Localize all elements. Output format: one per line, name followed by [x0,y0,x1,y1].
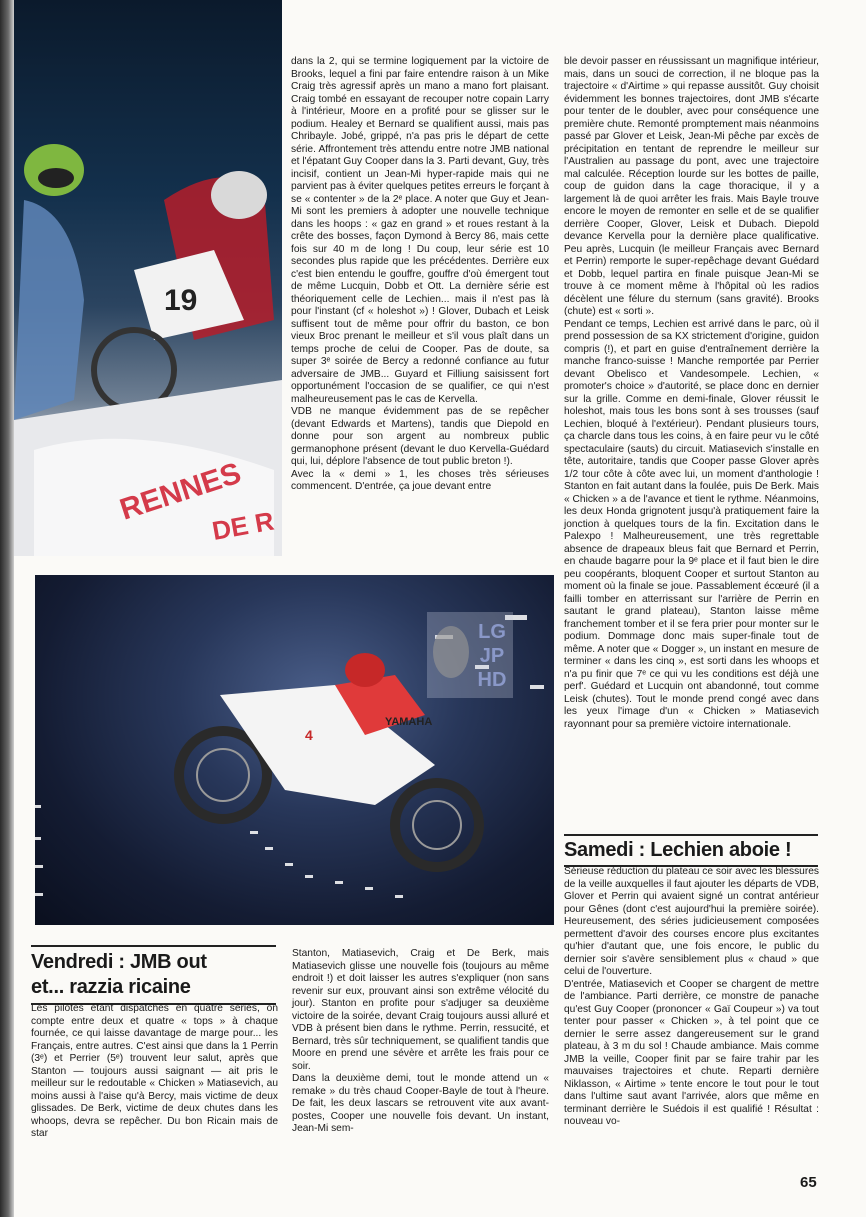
logo-line-1: LG [478,621,506,643]
column-b-paragraph-2: Pendant ce temps, Lechien est arrivé dans le parc, où il prend possession de sa KX strictement d'origine, guidon compris (!), et part en guise d'entraînement derrière la manche franco-suisse ! Manche remportée par Perrier devant Obelisco et Vandesompele. Lechien, « promoter's choice » d'autorité, se place donc en dernier sur la grille. Comme en demi-finale, Glover réussit le holeshot, mais tous les bons sont à ses trousses (sauf Lechien, bloqué à l'extérieur). Pendant plusieurs tours, ça charcle dans tous les coins, à en faire peur vu le côté spectaculaire (sauts) du circuit. Matiasevich s'installe en tête, autoritaire, tandis que Cooper passe Glover après 1/2 tour côte à côte avec lui, un moment d'anthologie ! Stanton en fait autant dans la foulée, puis De Berk. Mais « Chicken » a de l'avance et tient le rythme. Néanmoins, les deux Honda grignotent jusqu'à pratiquement faire la jonction à quelques tours de la fin. Excitation dans le Palexpo ! Malheureusement, une très regrettable absence de drapeaux bleus fait que Bernard et Perrin, en chaude bagarre pour la 9ᵉ place et il faut bien le dire peu coopérants, bloquent Cooper et surtout Stanton au moment où la finale se joue. Passablement écœuré (il a failli tomber en atterrissant sur l'arrière de Perrin en sautant le grand plateau), Stanton laisse même franchement tomber et il se fera prier pour monter sur le podium. Dommage donc mais super-finale tout de même. A noter que « Dogger », un instant en mesure de terminer « dans les cinq », est sorti dans les whoops et n'a pu finir que 7ᵉ ce qui vu les conditions est déjà une perf'. Guédard et Lucquin ont abandonné, tout comme Leisk (chutes). Tout le monde prend congé avec dans les yeux l'image d'un « Chicken » Matiasevich rayonnant pour sa première victoire internationale. [564,318,819,730]
banner-text-rennes: RENNES [115,456,246,527]
article-column-a [291,56,549,494]
photo-riders-top [14,0,282,556]
bike-number-4: 4 [305,727,313,743]
logo-line-2: JP [479,645,505,667]
article-column-d [31,1003,278,1141]
article-column-b [564,56,819,731]
section-heading-vendredi [31,945,276,1005]
bike-brand: YAMAHA [385,716,433,728]
article-column-e [292,948,549,1136]
column-a-paragraph-2: VDB ne manque évidemment pas de se repêcher (devant Edwards et Martens), tandis que Diepold en donne pour son argent au nombreux public germanophone présent (devant le duo Kervella-Guédard qui, lui, déplore l'absence de tout public breton !). [291,406,549,467]
page-spine [0,0,14,1217]
column-e-paragraph-2: Dans la deuxième demi, tout le monde attend un « remake » du très chaud Cooper-Bayle de tout à l'heure. De fait, les deux lascars se retrouvent vite aux avant-postes, Cooper une nouvelle fois devant. Un instant, Jean-Mi sem- [292,1073,549,1134]
column-c-paragraph-1: Sérieuse réduction du plateau ce soir avec les blessures de la veille auxquelles il faut ajouter les départs de VDB, Glover et Perrin qui avaient signé un contrat antérieur pour Gênes (dont c'est aujourd'hui la première soirée). Heureusement, des séries judicieusement composées permettent d'avoir des courses encore plus excitantes qu'hier d'autant que, une fois encore, le public du dernier soir s'avère sensiblement plus « chaud » que celui de l'ouverture. [564,866,819,977]
banner-text-de-r: DE R [209,505,277,546]
column-e-paragraph-1: Stanton, Matiasevich, Craig et De Berk, mais Matiasevich glisse une nouvelle fois (toujours au même endroit !) et doit laisser les autres s'expliquer (non sans revenir sur eux, prouvant ainsi son extrême vélocité du jour). Stanton en profite pour s'adjuger sa deuxième victoire de la soirée, devant Craig toujours aussi alluré et VDB à présent bien dans le rythme. Perrin, ressucité, et Bernard, très sûr techniquement, se qualifient tandis que Moore en prend une sévère et arrête les frais pour ce soir. [292,948,549,1072]
article-column-c [564,866,819,1129]
column-b-paragraph-1: ble devoir passer en réussissant un magnifique intérieur, mais, dans un souci de correction, il ne bloque pas la trajectoire « d'Airtime » qui repasse aussitôt. Guy choisit évidemment les bonnes trajectoires, dont JMB s'écarte pour tenter de le doubler, avec pour conséquence une première chute. Remonté promptement mais néanmoins passé par Glover et Leisk, Jean-Mi pêche par excès de précipitation en tentant de reprendre le meilleur sur l'Australien au passage du pont, avec une trajectoire mal calculée. Réception lourde sur les bottes de paille, coup de guidon dans la cage thoracique, il y a largement là de quoi arrêter les frais. Mais Bayle trouve encore le moyen de remonter en selle et de se qualifier derrière Cooper, Glover, Leisk et Dubach. Diepold devance Kervella pour la dernière place qualificative. Peu après, Lucquin (le meilleur Français avec Bernard et Perrin) remporte le super-repêchage devant Guédard et Dobb, lequel partira en finale puisque Jean-Mi se trouve à ce moment même à l'hôpital où les radios décèlent une félure du sternum (sans gravité). Brooks (chute) est « sorti ». [564,56,819,317]
watermark-logo-text [470,620,514,692]
rider-number-19: 19 [164,284,198,317]
page-number: 65 [800,1174,817,1191]
column-d-paragraph-1: Les pilotes étant dispatchés en quatre séries, on compte entre deux et quatre « tops » à chaque fournée, ce qui laisse davantage de marge pour... les Français, entre autres. C'est ainsi que dans la 1 Perrin (3ᵉ) et Perrier (5ᵉ) trouvent leur salut, après que Stanton — toujours aussi saignant — ait pris le meilleur sur le redoutable « Chicken » Matiasevich, au moins aussi à l'aise qu'à Bercy, mais victime de deux glissades. De Berk, victime de deux chutes dans les whoops, devra se repêcher. Du bon Ricain mais de star [31,1003,278,1139]
heading-vendredi-line-1: Vendredi : JMB out [31,951,207,973]
section-heading-samedi: Samedi : Lechien aboie ! [564,834,818,867]
column-a-paragraph-1: dans la 2, qui se termine logiquement par la victoire de Brooks, lequel a fini par faire entendre raison à un Mike Craig très agressif après un mano a mano fort plaisant. Craig tombé en essayant de recouper notre copain Larry à l'intérieur, Moore en a profité pour se glisser sur le podium. Healey et Bernard se qualifient aussi, mais pas Chribayle. Jobé, grippé, n'a pas pris le départ de cette série. Affrontement très attendu entre notre JMB national et l'épatant Guy Cooper dans la 3. Parti devant, Guy, très incisif, contient un Jean-Mi hyper-rapide mais qui ne parvient pas à éviter quelques petites erreurs le forçant à se « contenter » de la 2ᵉ place. A noter que Guy et Jean-Mi sont les premiers à adopter une nouvelle technique dans les hoops : « gaz en grand » et roues restant à la crête des bosses, façon Dymond à Bercy 86, mais cette fois sur 40 m de long ! Du coup, leur série est 10 secondes plus rapide que les précédentes. Derrière eux c'est bien entendu le gouffre, gouffre d'où émergent tout de même Lucquin, Dobb et Ott. La dernière série est théoriquement celle de Lechien... mais il n'est pas là pour l'instant (cf « holeshot ») ! Glover, Dubach et Leisk suffisent tout de même pour offrir du baston, ce bon vieux Broc prenant le meilleur et s'il vous plaît dans un temps proche de celui de Cooper. Pas de doute, sa super 3ᵉ soirée de Bercy a redonné confiance au futur adversaire de JMB... Guyard et Filliung saisissent fort opportunément l'occasion de se qualifier, ce qui n'est malheureusement pas le cas de Kervella. [291,56,549,405]
column-a-paragraph-3: Avec la « demi » 1, les choses très sérieuses commencent. D'entrée, ça joue devant entre [291,468,549,492]
photo-riders-illustration [14,0,282,556]
column-c-paragraph-2: D'entrée, Matiasevich et Cooper se chargent de mettre de l'ambiance. Parti derrière, ce monstre de panache qu'est Guy Cooper (prononcer « Gaï Coupeur ») va tout tenter pour passer « Chicken », à tel point que ce dernier le serre assez dangereusement sur le grand plateau, à 3 m du sol ! Chaude ambiance. Mais comme JMB la veille, Cooper finit par se faire trahir par les mauvaises trajectoires et chute. Reparti dernière Niklasson, « Airtime » tente encore le tout pour le tout dans l'ultime saut avant l'arrivée, alors que même en terminant derrière le Suédois il est qualifié ! Résultat : nouveau vo- [564,978,819,1127]
logo-line-3: HD [477,669,507,691]
heading-vendredi-line-2: et... razzia ricaine [31,976,191,998]
